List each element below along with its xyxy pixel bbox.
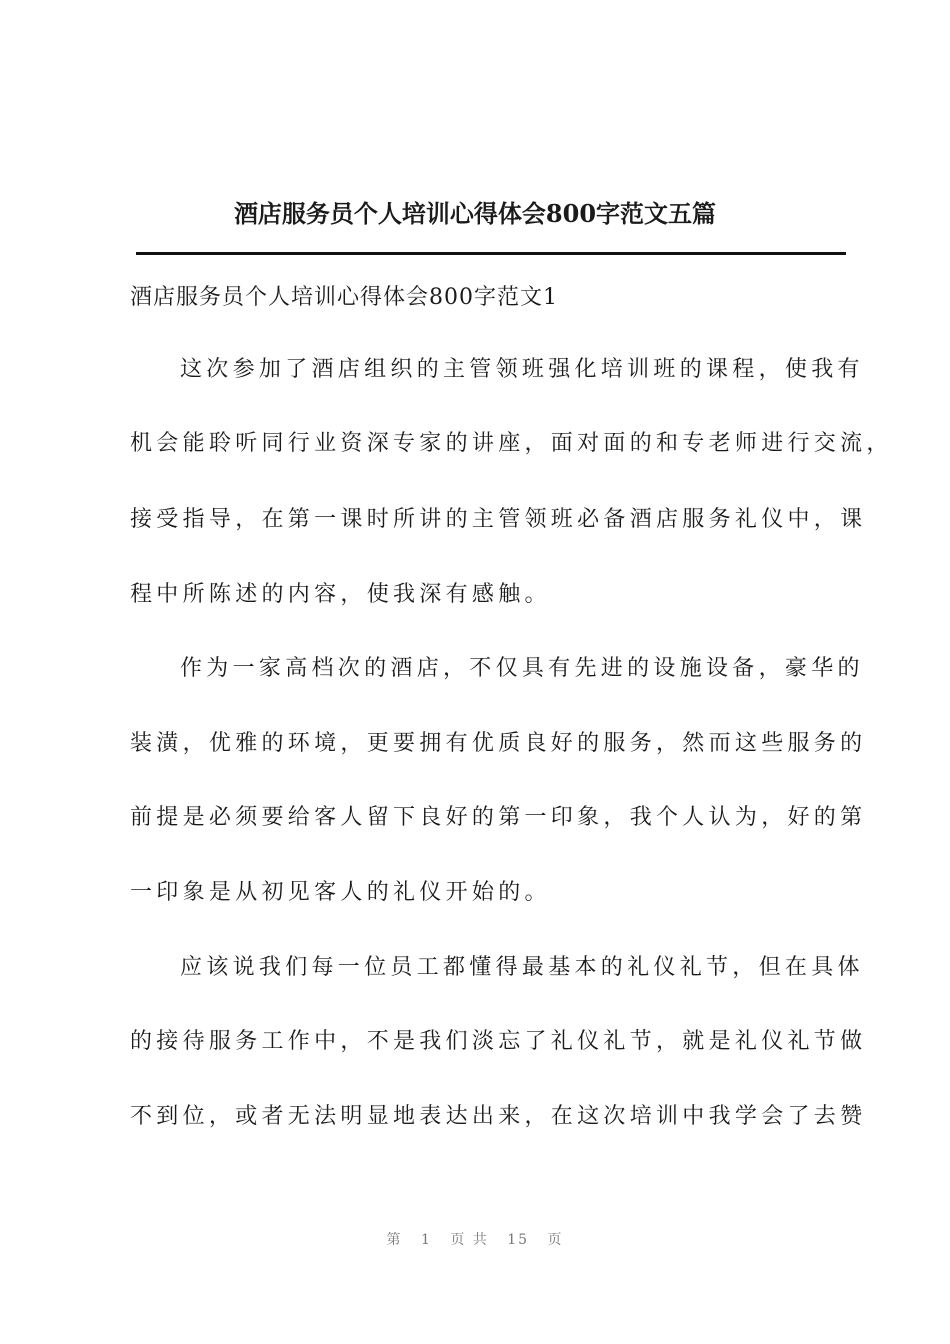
paragraph-2-line-2: 装潢，优雅的环境，更要拥有优质良好的服务，然而这些服务的 [130, 731, 867, 756]
paragraph-1-line-3: 接受指导，在第一课时所讲的主管领班必备酒店服务礼仪中，课 [130, 507, 867, 532]
paragraph-2-line-3: 前提是必须要给客人留下良好的第一印象，我个人认为，好的第 [130, 805, 867, 830]
page-footer [0, 1228, 950, 1252]
footer-total-pages: 15 [507, 1232, 530, 1248]
paragraph-3-line-3: 不到位，或者无法明显地表达出来，在这次培训中我学会了去赞 [130, 1104, 867, 1129]
paragraph-3-line-2: 的接待服务工作中，不是我们淡忘了礼仪礼节，就是礼仪礼节做 [130, 1029, 867, 1054]
footer-middle: 页 共 [450, 1232, 489, 1248]
title-underline [136, 252, 846, 255]
paragraph-1-line-1: 这次参加了酒店组织的主管领班强化培训班的课程，使我有 [180, 357, 864, 382]
section-heading: 酒店服务员个人培训心得体会800字范文1 [130, 285, 558, 310]
footer-page-number: 1 [420, 1232, 432, 1248]
paragraph-2-line-1: 作为一家高档次的酒店，不仅具有先进的设施设备，豪华的 [180, 656, 864, 681]
document-title: 酒店服务员个人培训心得体会800字范文五篇 [233, 199, 717, 228]
footer-prefix: 第 [386, 1232, 403, 1248]
footer-suffix: 页 [547, 1232, 564, 1248]
paragraph-1-line-2: 机会能聆听同行业资深专家的讲座，面对面的和专老师进行交流， [130, 431, 893, 456]
paragraph-3-line-1: 应该说我们每一位员工都懂得最基本的礼仪礼节，但在具体 [180, 955, 864, 980]
paragraph-2-line-4: 一印象是从初见客人的礼仪开始的。 [130, 880, 551, 905]
paragraph-1-line-4: 程中所陈述的内容，使我深有感触。 [130, 582, 551, 607]
